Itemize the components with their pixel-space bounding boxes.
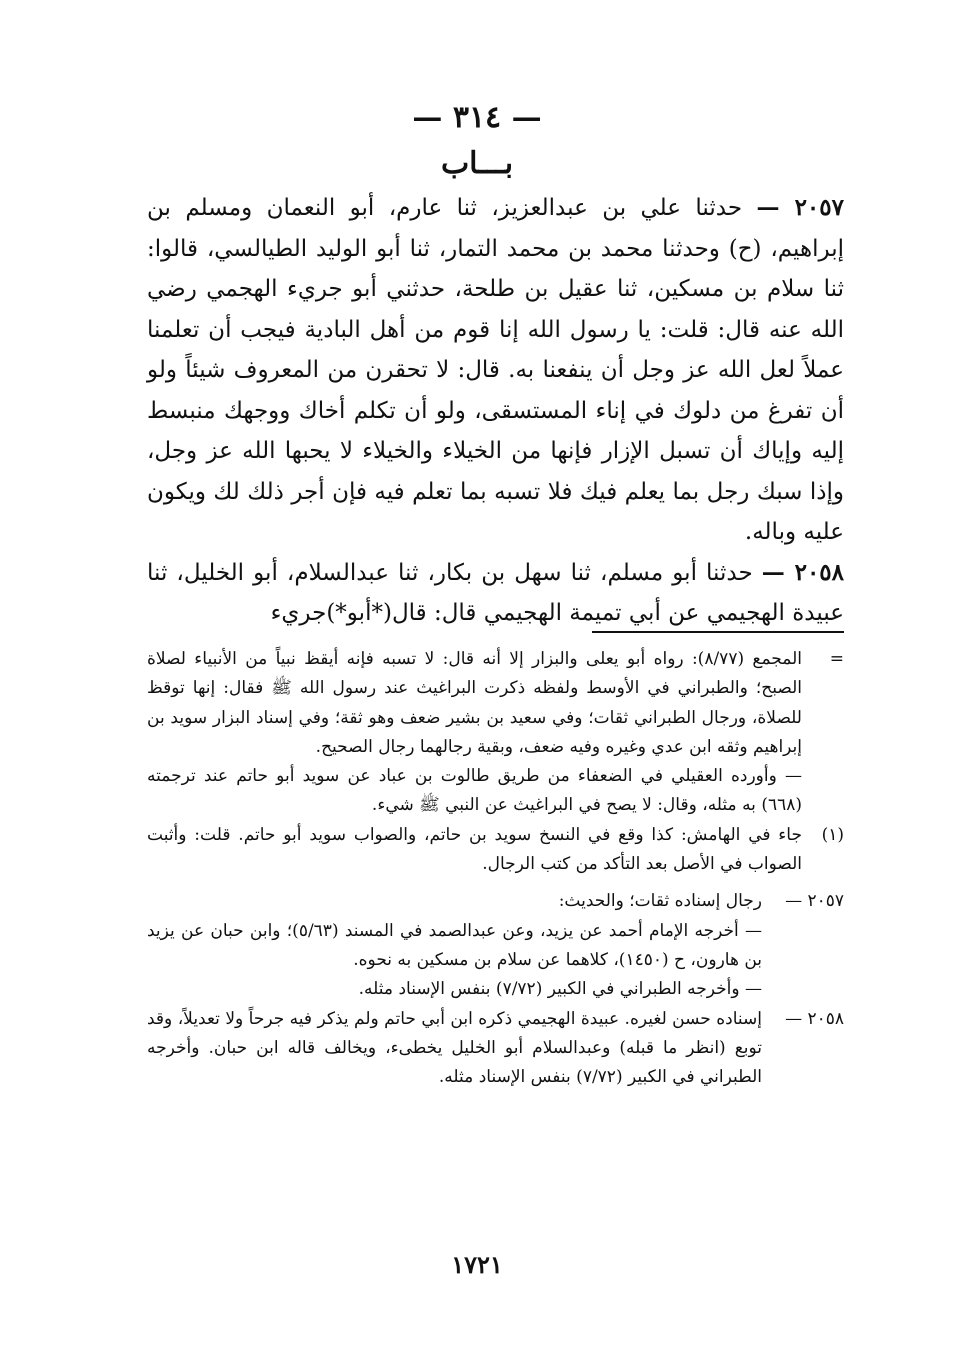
footnote-continuation — [147, 645, 844, 821]
hadith-text: حدثنا أبو مسلم، ثنا سهل بن بكار، ثنا عبدالسلام، أبو الخليل، ثنا عبيدة الهجيمي عن أبي تميمة الهجيمي قال: قال(*أبو*)جريء — [147, 559, 844, 626]
hadith-text: حدثنا علي بن عبدالعزيز، ثنا عارم، أبو النعمان ومسلم بن إبراهيم، (ح) وحدثنا محمد بن محمد التمار، ثنا أبو الوليد الطيالسي، قالوا: ثنا سلام بن مسكين، ثنا عقيل بن طلحة، حدثني أبو جريء الهجمي رضي الله عنه قال: قلت: يا رسول الله إنا قوم من أهل البادية فيجب أن تعلمنا عملاً لعل الله عز وجل أن ينفعنا به. قال: لا تحقرن من المعروف شيئاً ولو أن تفرغ من دلوك في إناء المستسقى، ولو أن تكلم أخاك ووجهك منبسط إليه وإياك أن تسبل الإزار فإنها من الخيلاء والخيلاء لا يحبها الله عز وجل، وإذا سبك رجل بما يعلم فيك فلا تسبه بما تعلم فيه فإن أجر ذلك لك ويكون عليه وباله. — [147, 195, 844, 545]
takhrij-marker: ٢٠٥٨ — — [785, 1008, 844, 1029]
footnote-text: — وأورده العقيلي في الضعفاء من طريق طالوت بن عباد عن سويد أبو حاتم عند ترجمته (٦٦٨) به مثله، وقال: لا يصح في البراغيث عن النبي ﷺ شيء. — [147, 766, 802, 816]
hadith-2058 — [147, 553, 844, 634]
takhrij-line: إسناده حسن لغيره. عبيدة الهجيمي ذكره ابن أبي حاتم ولم يذكر فيه جرحاً ولا تعديلاً، وقد توبع (انظر ما قبله) وعبدالسلام أبو الخليل يخطىء، ويخالف قاله ابن حبان. وأخرجه الطبراني في الكبير (٧/٧٢) بنفس الإسناد مثله. — [147, 1008, 762, 1088]
takhrij-line: رجال إسناده ثقات؛ والحديث: — [558, 891, 762, 912]
footnote-marker: (١) — [821, 824, 844, 845]
takhrij-line: — أخرجه الإمام أحمد عن يزيد، وعن عبدالصمد في المسند (٥/٦٣)؛ وابن حبان عن يزيد بن هارون، ح (١٤٥٠)، كلاهما عن سلام بن مسكين به نحوه. — [147, 920, 762, 970]
hadith-number: ٢٠٥٧ — — [756, 194, 844, 221]
hadith-number: ٢٠٥٨ — — [761, 558, 845, 586]
hadith-body — [147, 188, 844, 634]
footnote-1 — [147, 821, 844, 880]
takhrij-2057 — [147, 887, 844, 1004]
footnote-separator — [592, 631, 844, 633]
footnotes — [147, 645, 844, 1092]
takhrij-marker: ٢٠٥٧ — — [785, 891, 844, 912]
chapter-title: بـــاب — [440, 146, 514, 181]
footnote-text: جاء في الهامش: كذا وقع في النسخ سويد بن حاتم، والصواب سويد أبو حاتم. قلت: وأثبت الصواب في الأصل بعد التأكد من كتب الرجال. — [147, 824, 802, 875]
volume-page-number: ١٧٢١ — [451, 1250, 503, 1279]
takhrij-2058 — [147, 1005, 844, 1093]
hadith-2057 — [147, 188, 844, 553]
page-number: — ٣١٤ — — [412, 100, 542, 135]
takhrij-line: — وأخرجه الطبراني في الكبير (٧/٧٢) بنفس الإسناد مثله. — [358, 979, 762, 1000]
footnote-text: المجمع (٨/٧٧): رواه أبو يعلى والبزار إلا أنه قال: لا تسبه فإنه أيقظ نبياً من الأنبياء لصلاة الصبح؛ والطبراني في الأوسط ولفظه ذكرت البراغيث عند رسول الله ﷺ فقال: إنها توقظ للصلاة، ورجال الطبراني ثقات؛ وفي سعيد بن بشير ضعف وهو ثقة؛ وفي إسناد البزار سويد بن إبراهيم وثقه ابن عدي وغيره وفيه ضعف، وبقية رجالهما رجال الصحيح. — [147, 649, 803, 757]
continuation-marker: = — [829, 649, 844, 669]
spacer — [147, 879, 844, 887]
